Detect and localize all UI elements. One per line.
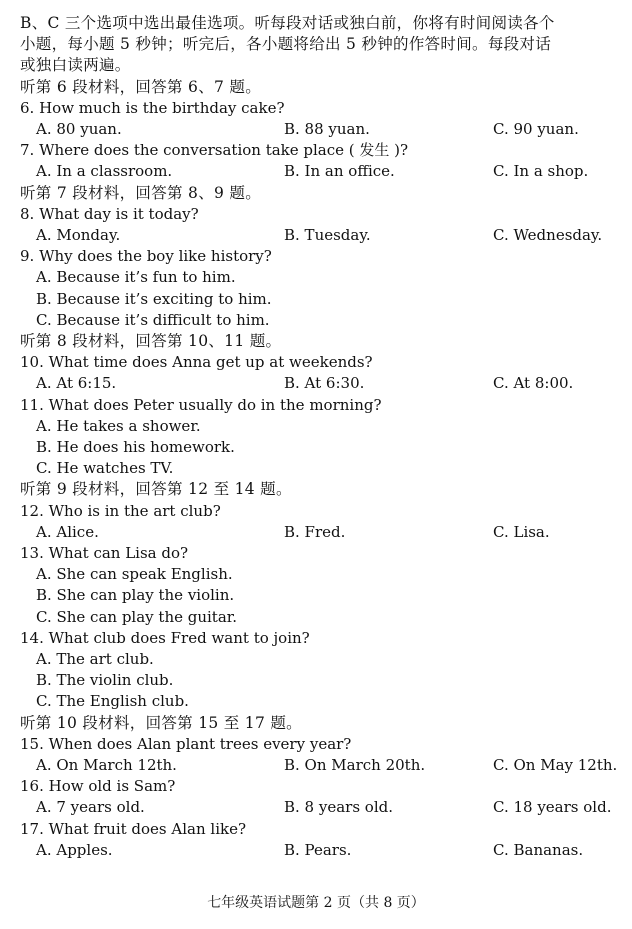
answer-option: B. Fred. — [284, 522, 346, 541]
section-heading: 听第 8 段材料，回答第 10、11 题。 — [20, 332, 282, 350]
options-row — [20, 225, 612, 246]
answer-option: C. 18 years old. — [493, 798, 612, 817]
question-text: 10. What time does Anna get up at weekends? — [20, 353, 373, 372]
options-row — [20, 797, 612, 818]
options-row — [20, 161, 612, 182]
options-row — [20, 755, 618, 776]
answer-option: B. Because it’s exciting to him. — [36, 289, 272, 308]
question-text: 9. Why does the boy like history? — [20, 247, 272, 266]
answer-option: B. At 6:30. — [284, 374, 365, 393]
answer-option: B. On March 20th. — [284, 756, 426, 774]
question-text: 7. Where does the conversation take place ( 发生 )? — [20, 141, 409, 160]
answer-option: A. At 6:15. — [36, 374, 117, 393]
question-text: 8. What day is it today? — [20, 204, 199, 223]
section-heading: 听第 6 段材料，回答第 6、7 题。 — [20, 77, 261, 96]
question-text: 14. What club does Fred want to join? — [20, 628, 310, 647]
answer-option: C. Because it’s difficult to him. — [36, 310, 270, 329]
section-heading: 听第 9 段材料，回答第 12 至 14 题。 — [20, 480, 292, 499]
instruction-line: 小题，每小题 5 秒钟；听完后，各小题将给出 5 秒钟的作答时间。每段对话 — [20, 35, 552, 54]
options-row — [20, 373, 612, 394]
answer-option: C. He watches TV. — [36, 459, 174, 478]
answer-option: C. The English club. — [36, 692, 189, 711]
answer-option: A. 7 years old. — [36, 798, 145, 817]
options-row — [20, 840, 612, 861]
question-text: 11. What does Peter usually do in the morning? — [20, 395, 382, 414]
page-footer: 七年级英语试题第 2 页（共 8 页） — [207, 895, 425, 911]
answer-option: C. Lisa. — [493, 522, 550, 541]
answer-option: A. Because it’s fun to him. — [36, 268, 236, 287]
answer-option: C. On May 12th. — [493, 756, 618, 774]
answer-option: C. 90 yuan. — [493, 120, 579, 138]
answer-option: A. Alice. — [36, 522, 99, 541]
question-text: 12. Who is in the art club? — [20, 501, 221, 520]
answer-option: B. She can play the violin. — [36, 586, 235, 605]
answer-option: C. In a shop. — [493, 162, 589, 181]
answer-option: B. In an office. — [284, 162, 395, 181]
options-row — [20, 119, 612, 140]
answer-option: B. Pears. — [284, 840, 352, 859]
question-text: 13. What can Lisa do? — [20, 544, 189, 562]
answer-option: C. At 8:00. — [493, 374, 574, 393]
answer-option: A. On March 12th. — [36, 756, 177, 774]
answer-option: A. He takes a shower. — [36, 416, 201, 435]
answer-option: C. Bananas. — [493, 840, 584, 859]
answer-option: A. 80 yuan. — [36, 120, 122, 138]
instruction-line: 或独白读两遍。 — [20, 56, 131, 75]
question-text: 16. How old is Sam? — [20, 777, 176, 796]
answer-option: A. The art club. — [36, 650, 154, 668]
section-heading: 听第 7 段材料，回答第 8、9 题。 — [20, 183, 261, 202]
question-text: 6. How much is the birthday cake? — [20, 98, 285, 117]
answer-option: A. Monday. — [36, 226, 121, 244]
section-heading: 听第 10 段材料，回答第 15 至 17 题。 — [20, 713, 302, 732]
answer-option: C. She can play the guitar. — [36, 607, 238, 626]
options-row — [20, 522, 612, 543]
question-text: 17. What fruit does Alan like? — [20, 819, 246, 838]
answer-option: B. He does his homework. — [36, 438, 235, 456]
answer-option: C. Wednesday. — [493, 226, 603, 244]
answer-option: B. 8 years old. — [284, 798, 393, 817]
answer-option: B. 88 yuan. — [284, 120, 370, 138]
instruction-line: B、C 三个选项中选出最佳选项。听每段对话或独白前，你将有时间阅读各个 — [20, 14, 555, 32]
answer-option: B. Tuesday. — [284, 226, 371, 244]
answer-option: A. She can speak English. — [36, 565, 233, 584]
answer-option: A. Apples. — [36, 840, 113, 859]
answer-option: B. The violin club. — [36, 671, 174, 690]
question-text: 15. When does Alan plant trees every year? — [20, 734, 352, 753]
answer-option: A. In a classroom. — [36, 162, 173, 181]
